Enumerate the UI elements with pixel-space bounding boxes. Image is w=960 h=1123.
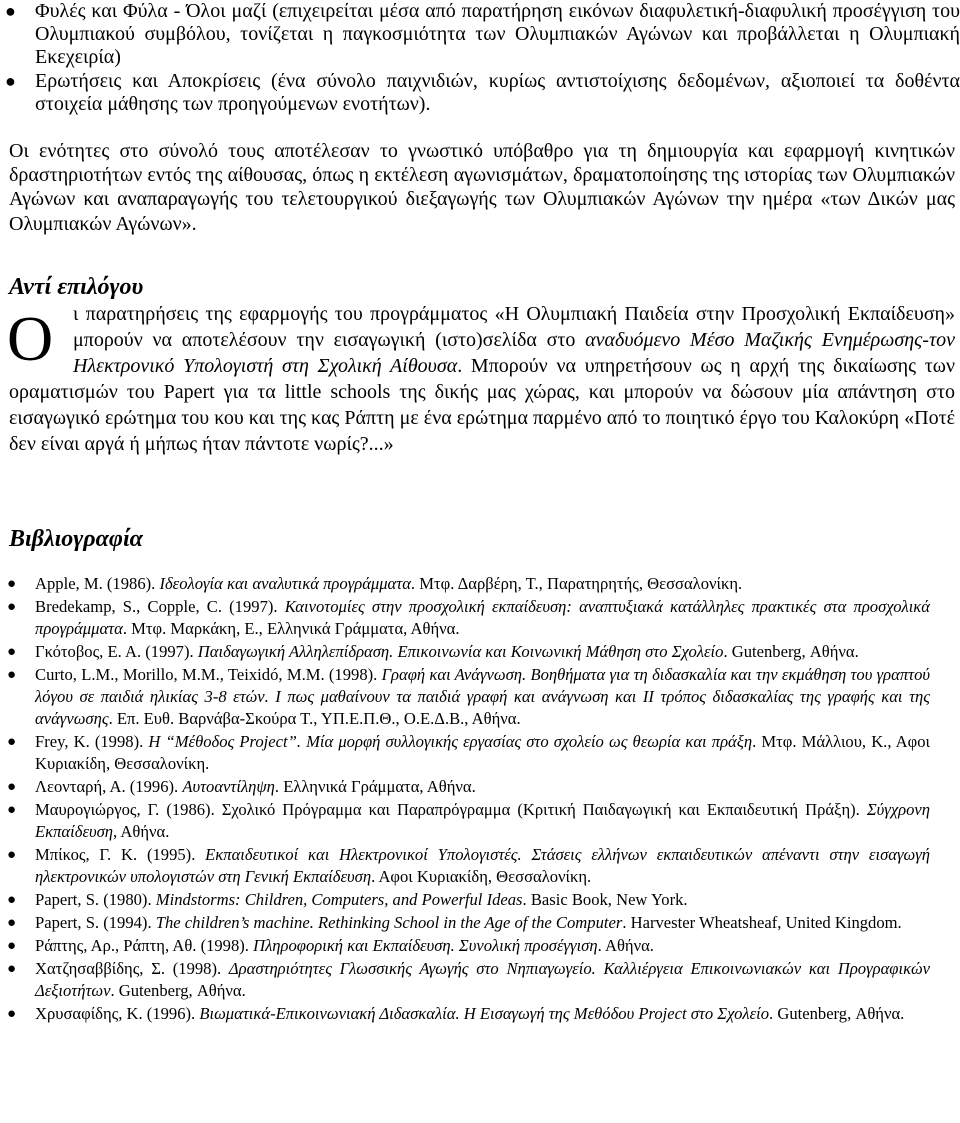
bibliography-list [0, 573, 960, 1026]
entry-title: Δραστηριότητες Γλωσσικής Αγωγής στο Νηπιαγωγείο. Καλλιέργεια Επικοινωνιακών και Προγραφικών Δεξιοτήτων [35, 959, 931, 1000]
bullet-icon: ● [7, 644, 17, 660]
epilogue-heading: Αντί επιλόγου [9, 274, 144, 300]
entry-title: Εκπαιδευτικοί και Ηλεκτρονικοί Υπολογιστές. Στάσεις ελλήνων εκπαιδευτικών απέναντι στην εισαγωγή ηλεκτρονικών υπολογιστών στη Γενική Εκπαίδευση [35, 845, 930, 886]
bullet-icon: ● [7, 961, 17, 977]
bibliography-entry [0, 799, 960, 843]
bullet-icon: ● [5, 71, 16, 91]
entry-author: Χρυσαφίδης, Κ. (1996). [35, 1004, 200, 1023]
epilogue-paragraph [9, 301, 955, 457]
bibliography-entry [0, 776, 960, 798]
entry-author: Ράπτης, Αρ., Ράπτη, Αθ. (1998). [35, 936, 254, 955]
drop-cap: Ο [7, 303, 54, 374]
entry-author: Frey, K. (1998). [35, 732, 149, 751]
bibliography-entry [0, 1003, 960, 1025]
list-item [0, 70, 960, 116]
bibliography-entry [0, 958, 960, 1002]
bullet-icon: ● [7, 847, 17, 863]
entry-author: Apple, M. (1986). [35, 574, 160, 593]
bibliography-entry [0, 731, 960, 775]
entry-publisher: . Αθήνα. [597, 936, 654, 955]
bullet-icon: ● [7, 802, 17, 818]
entry-publisher: . Harvester Wheatsheaf, United Kingdom. [622, 913, 902, 932]
bullet-icon: ● [7, 938, 17, 954]
bullet-icon: ● [7, 667, 17, 683]
entry-title: Γραφή και Ανάγνωση. Βοηθήματα για τη διδασκαλία και την εκμάθηση του γραπτού λόγου σε παιδιά ηλικίας 3-8 ετών. Ι πως μαθαίνουν τα παιδιά γραφή και ανάγνωση και ΙΙ τρόπος διδασκαλίας της γραφής και της ανάγνωσης [35, 665, 930, 728]
epilogue-text-end: . Μπορούν να υπηρετήσουν ως η αρχή της δικαίωσης των οραματισμών του Papert για τα little schools της δικής μας χώρας, και μπορούν να δώσουν μία απάντηση στο εισαγωγικό ερώτημα του κου και της κας Ράπτη με ένα ερώτημα παρμένο από το ποιητικό έργο του Καλοκύρη «Ποτέ δεν είναι αργά ή μήπως ήταν πάντοτε νωρίς?...» [9, 355, 955, 455]
entry-title: Παιδαγωγική Αλληλεπίδραση. Επικοινωνία και Κοινωνική Μάθηση στο Σχολείο [197, 642, 724, 661]
bibliography-entry [0, 596, 960, 640]
bullet-icon: ● [7, 599, 17, 615]
bibliography-entry [0, 664, 960, 730]
entry-publisher: . Μτφ. Δαρβέρη, Τ., Παρατηρητής, Θεσσαλονίκη. [410, 574, 743, 593]
bibliography-entry [0, 889, 960, 911]
entry-publisher: , Αθήνα. [113, 822, 170, 841]
list-item [0, 0, 960, 69]
bibliography-entry [0, 573, 960, 595]
bullet-icon: ● [7, 734, 17, 750]
entry-author: Curto, L.M., Morillo, M.M., Teixidó, M.M. (1998). [35, 665, 382, 684]
entry-author: Χατζησαββίδης, Σ. (1998). [35, 959, 229, 978]
entry-title: Ιδεολογία και αναλυτικά προγράμματα [159, 574, 411, 593]
entry-title: Η “Μέθοδος Project”. Μία μορφή συλλογικής εργασίας στο σχολείο ως θεωρία και πράξη [148, 732, 753, 751]
entry-title: Αυτοαντίληψη [182, 777, 275, 796]
entry-title: Καινοτομίες στην προσχολική εκπαίδευση: αναπτυξιακά κατάλληλες πρακτικές στα προσχολικά προγράμματα [35, 597, 930, 638]
entry-author: Bredekamp, S., Copple, C. (1997). [35, 597, 285, 616]
entry-publisher: . Basic Book, New York. [522, 890, 688, 909]
entry-title: The children’s machine. Rethinking School in the Age of the Computer [155, 913, 623, 932]
entry-author: Papert, S. (1980). [35, 890, 156, 909]
entry-title: Σύγχρονη Εκπαίδευση [35, 800, 930, 841]
list-item-text: Ερωτήσεις και Αποκρίσεις (ένα σύνολο παιχνιδιών, κυρίως αντιστοίχισης δεδομένων, αξιοποιεί τα δοθέντα στοιχεία μάθησης των προηγούμενων ενοτήτων). [35, 70, 960, 115]
list-item-text: Φυλές και Φύλα - Όλοι μαζί (επιχειρείται μέσα από παρατήρηση εικόνων διαφυλετική-διαφυλική προσέγγιση του Ολυμπιακού συμβόλου, τονίζεται η παγκοσμιότητα των Ολυμπιακών Αγώνων και προβάλλεται η Ολυμπιακή Εκεχειρία) [35, 0, 960, 68]
units-paragraph: Οι ενότητες στο σύνολό τους αποτέλεσαν το γνωστικό υπόβαθρο για τη δημιουργία και εφαρμογή κινητικών δραστηριοτήτων εντός της αίθουσας, όπως η εκτέλεση αγωνισμάτων, δραματοποίησης της ιστορίας των Ολυμπιακών Αγώνων και αναπαραγωγής του τελετουργικού διεξαγωγής των Ολυμπιακών Αγώνων την ημέρα «των Δικών μας Ολυμπιακών Αγώνων». [9, 140, 955, 235]
entry-publisher: . Αφοι Κυριακίδη, Θεσσαλονίκη. [371, 867, 592, 886]
bibliography-entry [0, 844, 960, 888]
bullet-icon: ● [7, 1006, 17, 1022]
epilogue-italic-text: αναδυόμενο Μέσο Μαζικής Ενημέρωσης-τον Ηλεκτρονικό Υπολογιστή στη Σχολική Αίθουσα [73, 329, 955, 377]
entry-title: Mindstorms: Children, Computers, and Powerful Ideas [155, 890, 523, 909]
entry-author: Papert, S. (1994). [35, 913, 156, 932]
bullet-icon: ● [7, 892, 17, 908]
entry-publisher: . Μτφ. Μαρκάκη, Ε., Ελληνικά Γράμματα, Αθήνα. [122, 619, 460, 638]
entry-publisher: . Gutenberg, Αθήνα. [110, 981, 246, 1000]
bibliography-entry [0, 935, 960, 957]
intro-bullet-list [0, 0, 960, 116]
entry-title: Βιωματικά-Επικοινωνιακή Διδασκαλία. Η Εισαγωγή της Μεθόδου Project στο Σχολείο [199, 1004, 770, 1023]
entry-publisher: . Μτφ. Μάλλιου, Κ., Αφοι Κυριακίδη, Θεσσαλονίκη. [35, 732, 930, 773]
entry-author: Γκότοβος, Ε. Α. (1997). [35, 642, 198, 661]
entry-author: Λεονταρή, Α. (1996). [35, 777, 183, 796]
bullet-icon: ● [7, 915, 17, 931]
bibliography-entry [0, 912, 960, 934]
epilogue-text: ι παρατηρήσεις της εφαρμογής του προγράμματος «Η Ολυμπιακή Παιδεία στην Προσχολική Εκπαίδευση» μπορούν να αποτελέσουν την εισαγωγική (ιστο)σελίδα στο [73, 303, 955, 351]
bullet-icon: ● [5, 1, 16, 21]
entry-publisher: . Ελληνικά Γράμματα, Αθήνα. [274, 777, 476, 796]
entry-author: Μαυρογιώργος, Γ. (1986). Σχολικό Πρόγραμμα και Παραπρόγραμμα (Κριτική Παιδαγωγική και Εκπαιδευτική Πράξη). [35, 800, 867, 819]
bullet-icon: ● [7, 576, 17, 592]
entry-author: Μπίκος, Γ. Κ. (1995). [35, 845, 206, 864]
entry-publisher: . Gutenberg, Αθήνα. [769, 1004, 905, 1023]
entry-publisher: . Gutenberg, Αθήνα. [723, 642, 859, 661]
bullet-icon: ● [7, 779, 17, 795]
bibliography-entry [0, 641, 960, 663]
entry-publisher: . Επ. Ευθ. Βαρνάβα-Σκούρα Τ., ΥΠ.Ε.Π.Θ., Ο.Ε.Δ.Β., Αθήνα. [108, 709, 521, 728]
entry-title: Πληροφορική και Εκπαίδευση. Συνολική προσέγγιση [253, 936, 598, 955]
bibliography-heading: Βιβλιογραφία [9, 526, 143, 552]
